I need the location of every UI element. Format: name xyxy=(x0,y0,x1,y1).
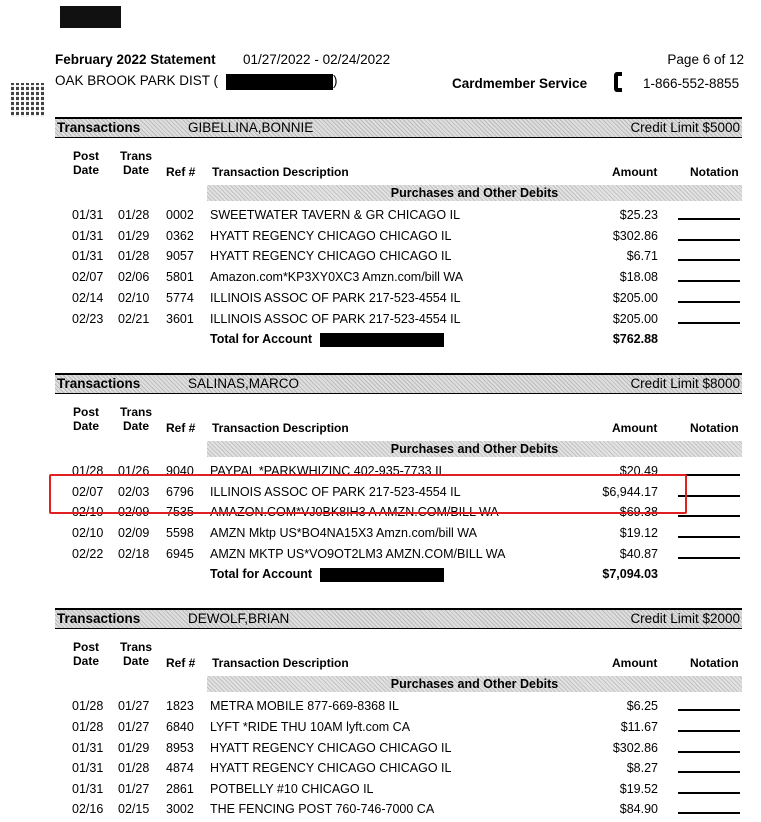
table-row xyxy=(0,208,761,228)
table-row xyxy=(0,699,761,719)
section-header-dewolf xyxy=(55,608,742,629)
amount: $6.71 xyxy=(626,249,658,263)
trans-date: 02/09 xyxy=(118,526,150,540)
total-amount: $7,094.03 xyxy=(602,567,658,581)
phone-icon xyxy=(612,71,626,93)
amount: $25.23 xyxy=(619,208,658,222)
post-date: 02/10 xyxy=(72,505,104,519)
table-row xyxy=(0,741,761,761)
col-post-date-1: Post xyxy=(73,149,100,163)
col-ref: Ref # xyxy=(166,421,196,435)
total-label: Total for Account xyxy=(210,332,313,346)
amount: $6.25 xyxy=(626,699,658,713)
notation-line xyxy=(678,322,740,324)
amount: $6,944.17 xyxy=(602,485,658,499)
notation-line xyxy=(678,557,740,559)
amount: $205.00 xyxy=(612,312,658,326)
post-date: 02/16 xyxy=(72,802,104,816)
ref-number: 5774 xyxy=(166,291,194,305)
post-date: 02/07 xyxy=(72,270,104,284)
post-date: 01/31 xyxy=(72,208,104,222)
credit-limit: Credit Limit $8000 xyxy=(630,376,740,391)
section-title: Transactions xyxy=(57,120,141,135)
ref-number: 6840 xyxy=(166,720,194,734)
col-trans-date-2: Date xyxy=(123,419,150,433)
trans-date: 01/27 xyxy=(118,782,150,796)
description: METRA MOBILE 877-669-8368 IL xyxy=(210,699,399,713)
table-row xyxy=(0,229,761,249)
column-headers xyxy=(0,149,761,181)
notation-line xyxy=(678,280,740,282)
description: ILLINOIS ASSOC OF PARK 217-523-4554 IL xyxy=(210,485,461,499)
account-name-suffix: ) xyxy=(333,73,338,88)
post-date: 01/31 xyxy=(72,741,104,755)
post-date: 01/28 xyxy=(72,699,104,713)
ref-number: 4874 xyxy=(166,761,194,775)
qr-code xyxy=(11,83,46,117)
table-row xyxy=(0,761,761,781)
table-row xyxy=(0,249,761,269)
cardholder-name: GIBELLINA,BONNIE xyxy=(188,120,314,135)
notation-line xyxy=(678,751,740,753)
table-row xyxy=(0,291,761,311)
notation-line xyxy=(678,301,740,303)
trans-date: 02/06 xyxy=(118,270,150,284)
ref-number: 6945 xyxy=(166,547,194,561)
subheader-purchases: Purchases and Other Debits xyxy=(207,185,742,201)
page-number: Page 6 of 12 xyxy=(667,52,744,67)
ref-number: 8953 xyxy=(166,741,194,755)
amount: $40.87 xyxy=(619,547,658,561)
section-header-gibellina xyxy=(55,117,742,138)
amount: $69.38 xyxy=(619,505,658,519)
trans-date: 01/29 xyxy=(118,741,150,755)
col-post-date-2: Date xyxy=(73,654,100,668)
post-date: 02/22 xyxy=(72,547,104,561)
column-headers xyxy=(0,640,761,672)
table-row xyxy=(0,802,761,822)
notation-line xyxy=(678,536,740,538)
col-amount: Amount xyxy=(612,165,658,179)
notation-line xyxy=(678,709,740,711)
col-post-date-1: Post xyxy=(73,640,100,654)
post-date: 01/28 xyxy=(72,720,104,734)
trans-date: 02/15 xyxy=(118,802,150,816)
ref-number: 9057 xyxy=(166,249,194,263)
col-amount: Amount xyxy=(612,656,658,670)
ref-number: 0002 xyxy=(166,208,194,222)
notation-line xyxy=(678,218,740,220)
table-row xyxy=(0,270,761,290)
post-date: 02/07 xyxy=(72,485,104,499)
notation-line xyxy=(678,259,740,261)
trans-date: 02/09 xyxy=(118,505,150,519)
notation-line xyxy=(678,771,740,773)
col-notation: Notation xyxy=(690,165,739,179)
amount: $302.86 xyxy=(612,741,658,755)
subheader-purchases: Purchases and Other Debits xyxy=(207,676,742,692)
trans-date: 02/18 xyxy=(118,547,150,561)
col-post-date-1: Post xyxy=(73,405,100,419)
col-trans-date-1: Trans xyxy=(120,149,153,163)
notation-line xyxy=(678,474,740,476)
amount: $11.67 xyxy=(620,720,658,734)
description: HYATT REGENCY CHICAGO CHICAGO IL xyxy=(210,249,452,263)
col-notation: Notation xyxy=(690,656,739,670)
description: ILLINOIS ASSOC OF PARK 217-523-4554 IL xyxy=(210,312,461,326)
description: AMZN MKTP US*VO9OT2LM3 AMZN.COM/BILL WA xyxy=(210,547,506,561)
red-highlight-annotation xyxy=(49,474,687,514)
post-date: 01/31 xyxy=(72,782,104,796)
ref-number: 5801 xyxy=(166,270,194,284)
trans-date: 02/10 xyxy=(118,291,150,305)
table-row xyxy=(0,782,761,802)
trans-date: 02/03 xyxy=(118,485,150,499)
section-header-salinas xyxy=(55,373,742,394)
ref-number: 1823 xyxy=(166,699,194,713)
credit-limit: Credit Limit $5000 xyxy=(630,120,740,135)
ref-number: 0362 xyxy=(166,229,194,243)
trans-date: 01/27 xyxy=(118,720,150,734)
col-ref: Ref # xyxy=(166,165,196,179)
post-date: 01/28 xyxy=(72,464,104,478)
col-post-date-2: Date xyxy=(73,163,100,177)
amount: $8.27 xyxy=(626,761,658,775)
statement-date-range: 01/27/2022 - 02/24/2022 xyxy=(243,52,391,67)
trans-date: 01/28 xyxy=(118,208,150,222)
account-name-prefix: OAK BROOK PARK DIST ( xyxy=(55,73,219,88)
notation-line xyxy=(678,239,740,241)
ref-number: 2861 xyxy=(166,782,194,796)
ref-number: 3002 xyxy=(166,802,194,816)
table-row xyxy=(0,720,761,740)
redacted-account-number xyxy=(226,74,333,90)
post-date: 01/31 xyxy=(72,229,104,243)
total-row xyxy=(0,567,761,587)
description: THE FENCING POST 760-746-7000 CA xyxy=(210,802,435,816)
total-amount: $762.88 xyxy=(612,332,658,346)
description: HYATT REGENCY CHICAGO CHICAGO IL xyxy=(210,741,452,755)
table-row xyxy=(0,526,761,546)
notation-line xyxy=(678,730,740,732)
description: HYATT REGENCY CHICAGO CHICAGO IL xyxy=(210,229,452,243)
description: HYATT REGENCY CHICAGO CHICAGO IL xyxy=(210,761,452,775)
description: ILLINOIS ASSOC OF PARK 217-523-4554 IL xyxy=(210,291,461,305)
description: AMZN Mktp US*BO4NA15X3 Amzn.com/bill WA xyxy=(210,526,477,540)
notation-line xyxy=(678,812,740,814)
service-name: Cardmember Service xyxy=(452,76,588,91)
trans-date: 01/28 xyxy=(118,761,150,775)
col-trans-date-2: Date xyxy=(123,163,150,177)
table-row xyxy=(0,547,761,567)
col-amount: Amount xyxy=(612,421,658,435)
ref-number: 3601 xyxy=(166,312,194,326)
cardholder-name: SALINAS,MARCO xyxy=(188,376,300,391)
col-description: Transaction Description xyxy=(212,421,349,435)
amount: $19.52 xyxy=(619,782,658,796)
col-notation: Notation xyxy=(690,421,739,435)
amount: $20.49 xyxy=(619,464,658,478)
ref-number: 9040 xyxy=(166,464,194,478)
total-row xyxy=(0,332,761,352)
amount: $84.90 xyxy=(619,802,658,816)
post-date: 01/31 xyxy=(72,249,104,263)
statement-period: February 2022 Statement xyxy=(55,52,216,67)
post-date: 02/23 xyxy=(72,312,104,326)
table-row xyxy=(0,312,761,332)
description: PAYPAL *PARKWHIZINC 402-935-7733 IL xyxy=(210,464,446,478)
ref-number: 7535 xyxy=(166,505,194,519)
notation-line xyxy=(678,495,740,497)
ref-number: 6796 xyxy=(166,485,194,499)
section-title: Transactions xyxy=(57,611,141,626)
description: POTBELLY #10 CHICAGO IL xyxy=(210,782,374,796)
bank-logo xyxy=(60,6,121,28)
col-description: Transaction Description xyxy=(212,656,349,670)
col-ref: Ref # xyxy=(166,656,196,670)
notation-line xyxy=(678,792,740,794)
description: AMAZON.COM*VJ0BK8IH3 A AMZN.COM/BILL WA xyxy=(210,505,499,519)
trans-date: 01/29 xyxy=(118,229,150,243)
total-label: Total for Account xyxy=(210,567,313,581)
col-post-date-2: Date xyxy=(73,419,100,433)
description: LYFT *RIDE THU 10AM lyft.com CA xyxy=(210,720,411,734)
trans-date: 01/26 xyxy=(118,464,150,478)
trans-date: 01/27 xyxy=(118,699,150,713)
amount: $205.00 xyxy=(612,291,658,305)
col-trans-date-2: Date xyxy=(123,654,150,668)
description: Amazon.com*KP3XY0XC3 Amzn.com/bill WA xyxy=(210,270,464,284)
description: SWEETWATER TAVERN & GR CHICAGO IL xyxy=(210,208,461,222)
amount: $18.08 xyxy=(619,270,658,284)
post-date: 02/10 xyxy=(72,526,104,540)
ref-number: 5598 xyxy=(166,526,194,540)
credit-limit: Credit Limit $2000 xyxy=(630,611,740,626)
col-description: Transaction Description xyxy=(212,165,349,179)
amount: $19.12 xyxy=(619,526,658,540)
post-date: 02/14 xyxy=(72,291,104,305)
col-trans-date-1: Trans xyxy=(120,405,153,419)
post-date: 01/31 xyxy=(72,761,104,775)
subheader-purchases: Purchases and Other Debits xyxy=(207,441,742,457)
cardholder-name: DEWOLF,BRIAN xyxy=(188,611,290,626)
trans-date: 01/28 xyxy=(118,249,150,263)
col-trans-date-1: Trans xyxy=(120,640,153,654)
column-headers xyxy=(0,405,761,437)
section-title: Transactions xyxy=(57,376,141,391)
redacted-account-number xyxy=(320,568,444,582)
phone-number: 1-866-552-8855 xyxy=(643,76,740,91)
trans-date: 02/21 xyxy=(118,312,150,326)
notation-line xyxy=(678,515,740,517)
amount: $302.86 xyxy=(612,229,658,243)
redacted-account-number xyxy=(320,333,444,347)
